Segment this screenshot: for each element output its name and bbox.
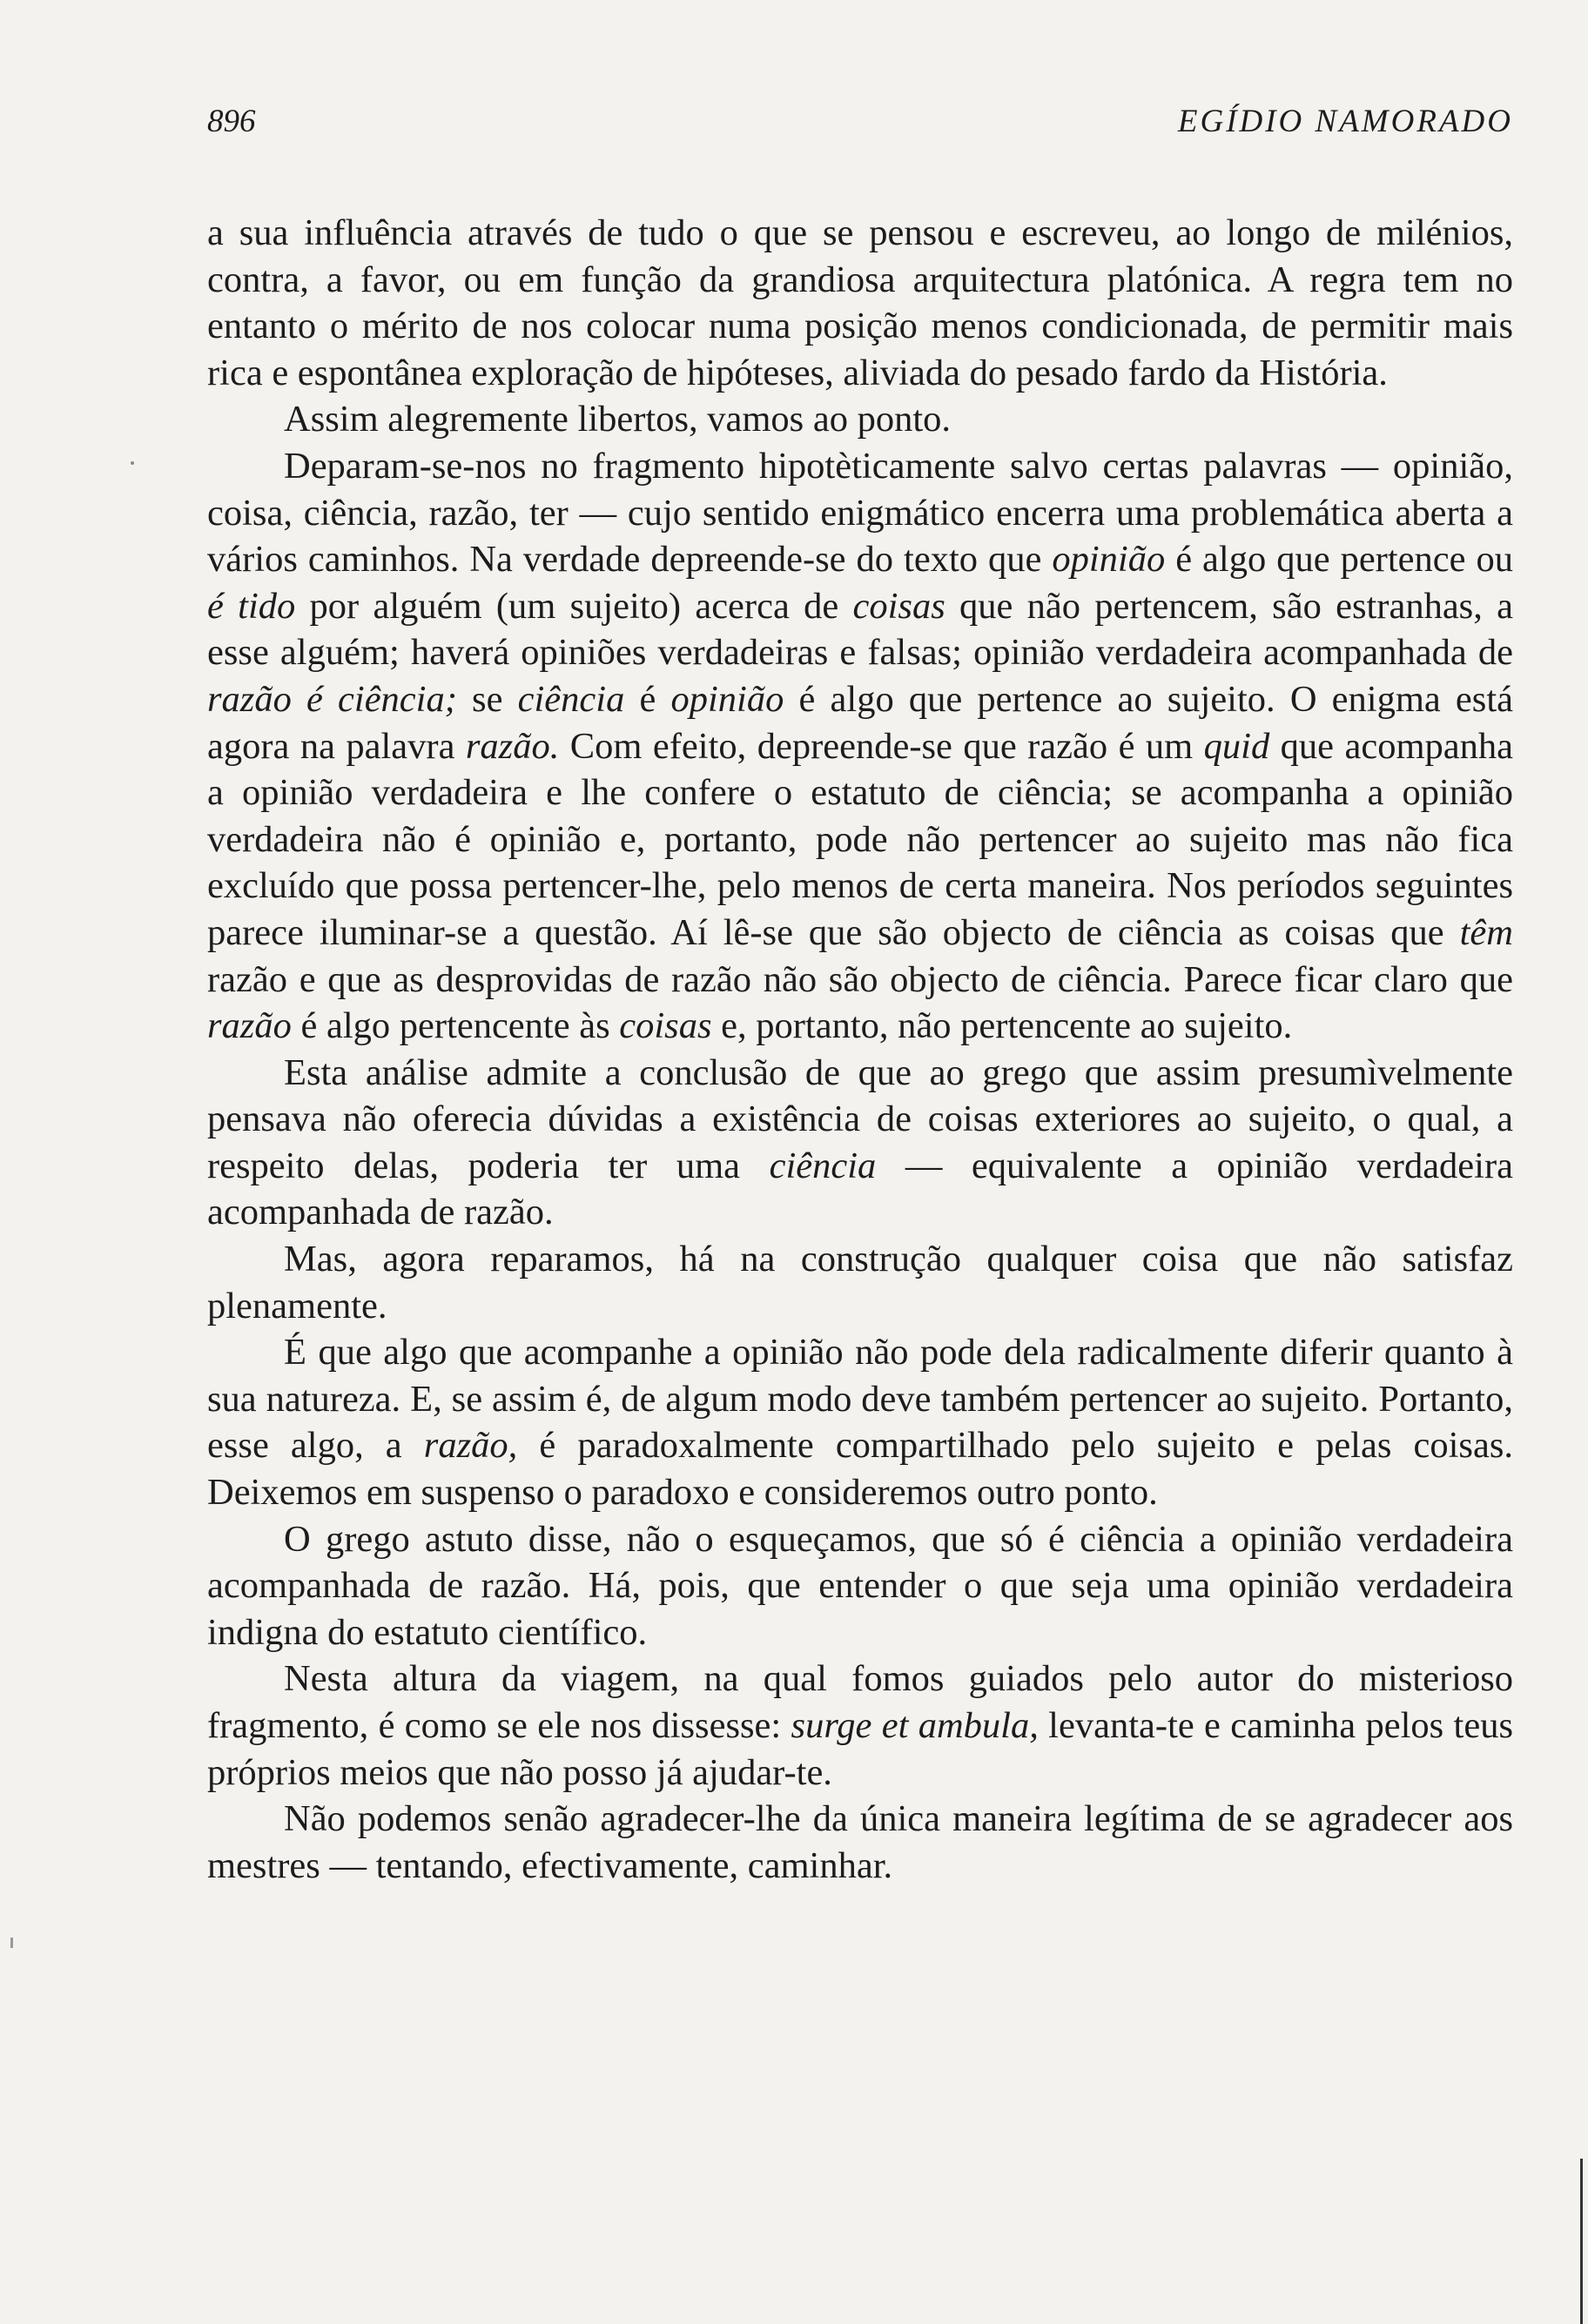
paragraph <box>207 1236 1513 1329</box>
italic-text: é ciência; <box>306 678 457 720</box>
italic-text: opinião <box>670 678 784 720</box>
text-run: Deparam-se-nos no fragmento hipotèticamente salvo certas palavras — opinião, coisa, ciência, razão, ter — cujo sentido enigmático encerra uma problemática aberta a vários caminhos. Na verdade depreende-se do texto que <box>207 445 1513 581</box>
text-run: se <box>456 678 518 720</box>
text-run: que não pertencem, são estranhas, a esse alguém; haverá opiniões verdadeiras e falsas; opinião verdadeira acompanhada de <box>207 585 1513 674</box>
text-run: Não podemos senão agradecer-lhe da única maneira legítima de se agradecer aos mestres — tentando, efectivamente, caminhar. <box>207 1798 1513 1886</box>
italic-text: ciência <box>769 1145 877 1186</box>
text-run <box>292 679 306 720</box>
paragraph <box>207 1656 1513 1796</box>
italic-text: razão. <box>465 725 560 767</box>
page-header <box>207 103 1513 155</box>
paragraph <box>207 1796 1513 1889</box>
text-run: que acompanha a opinião verdadeira e lhe confere o estatuto de ciência; se acompanha a opinião verdadeira não é opinião e, portanto, pode não pertencer ao sujeito mas não fica excluído que possa pertencer-lhe, pelo menos de certa maneira. Nos períodos seguintes parece iluminar-se a questão. Aí lê-se que são objecto de ciência as coisas que <box>207 725 1513 953</box>
italic-text: quid <box>1203 725 1270 767</box>
paragraph <box>207 1329 1513 1515</box>
text-run: é <box>624 678 671 720</box>
text-run: razão e que as desprovidas de razão não são objecto de ciência. Parece ficar claro que <box>207 958 1513 1000</box>
text-run: é paradoxalmente compartilhado pelo sujeito e pelas coisas. Deixemos em suspenso o paradoxo e consideremos outro ponto. <box>207 1425 1513 1514</box>
margin-speck <box>10 1938 13 1948</box>
italic-text: razão <box>207 678 292 720</box>
text-run: e, portanto, não pertencente ao sujeito. <box>711 1005 1293 1047</box>
paragraph <box>207 1050 1513 1236</box>
paragraph <box>207 1516 1513 1656</box>
text-run: é algo que pertence ou <box>1165 539 1513 581</box>
text-run: é algo pertencente às <box>291 1005 620 1047</box>
page-number: 896 <box>207 104 256 139</box>
paragraph <box>207 443 1513 1050</box>
paragraph <box>207 210 1513 396</box>
italic-text: opinião <box>1052 539 1166 581</box>
paragraph <box>207 396 1513 443</box>
running-head: EGÍDIO NAMORADO <box>1177 104 1513 139</box>
text-run: Mas, agora reparamos, há na construção qualquer coisa que não satisfaz plenamente. <box>207 1239 1513 1327</box>
italic-text: coisas <box>619 1005 712 1047</box>
body-text <box>207 210 1513 1889</box>
text-run: É que algo que acompanhe a opinião não pode dela radicalmente diferir quanto à sua natureza. E, se assim é, de algum modo deve também pertencer ao sujeito. Portanto, esse algo, a <box>207 1332 1513 1467</box>
text-run: — equivalente a opinião verdadeira acompanhada de razão. <box>207 1145 1513 1233</box>
text-run: Assim alegremente libertos, vamos ao ponto. <box>284 399 952 440</box>
text-run: Esta análise admite a conclusão de que ao grego que assim presumìvelmente pensava não oferecia dúvidas a existência de coisas exteriores ao sujeito, o qual, a respeito delas, poderia ter uma <box>207 1051 1513 1186</box>
text-run: a sua influência através de tudo o que se pensou e escreveu, ao longo de milénios, contra, a favor, ou em função da grandiosa arquitectura platónica. A regra tem no entanto o mérito de nos colocar numa posição menos condicionada, de permitir mais rica e espontânea exploração de hipóteses, aliviada do pesado fardo da História. <box>207 212 1513 393</box>
text-run: levanta-te e caminha pelos teus próprios meios que não posso já ajudar-te. <box>207 1705 1513 1793</box>
italic-text: surge et ambula, <box>791 1705 1039 1746</box>
text-run: é algo que pertence ao sujeito. O enigma está agora na palavra <box>207 678 1513 767</box>
italic-text: têm <box>1459 911 1513 953</box>
text-run: Nesta altura da viagem, na qual fomos guiados pelo autor do misterioso fragmento, é como se ele nos dissesse: <box>207 1658 1513 1746</box>
margin-speck <box>131 461 134 465</box>
italic-text: ciência <box>517 678 625 720</box>
italic-text: razão, <box>423 1425 518 1467</box>
page-edge-line <box>1580 2159 1583 2324</box>
text-run: por alguém (um sujeito) acerca de <box>295 585 853 627</box>
text-run: Com efeito, depreende-se que razão é um <box>559 725 1204 767</box>
text-run: O grego astuto disse, não o esqueçamos, que só é ciência a opinião verdadeira acompanhada de razão. Há, pois, que entender o que seja uma opinião verdadeira indigna do estatuto científico. <box>207 1518 1513 1653</box>
italic-text: é tido <box>207 585 296 627</box>
italic-text: coisas <box>852 585 945 627</box>
italic-text: razão <box>207 1005 292 1047</box>
